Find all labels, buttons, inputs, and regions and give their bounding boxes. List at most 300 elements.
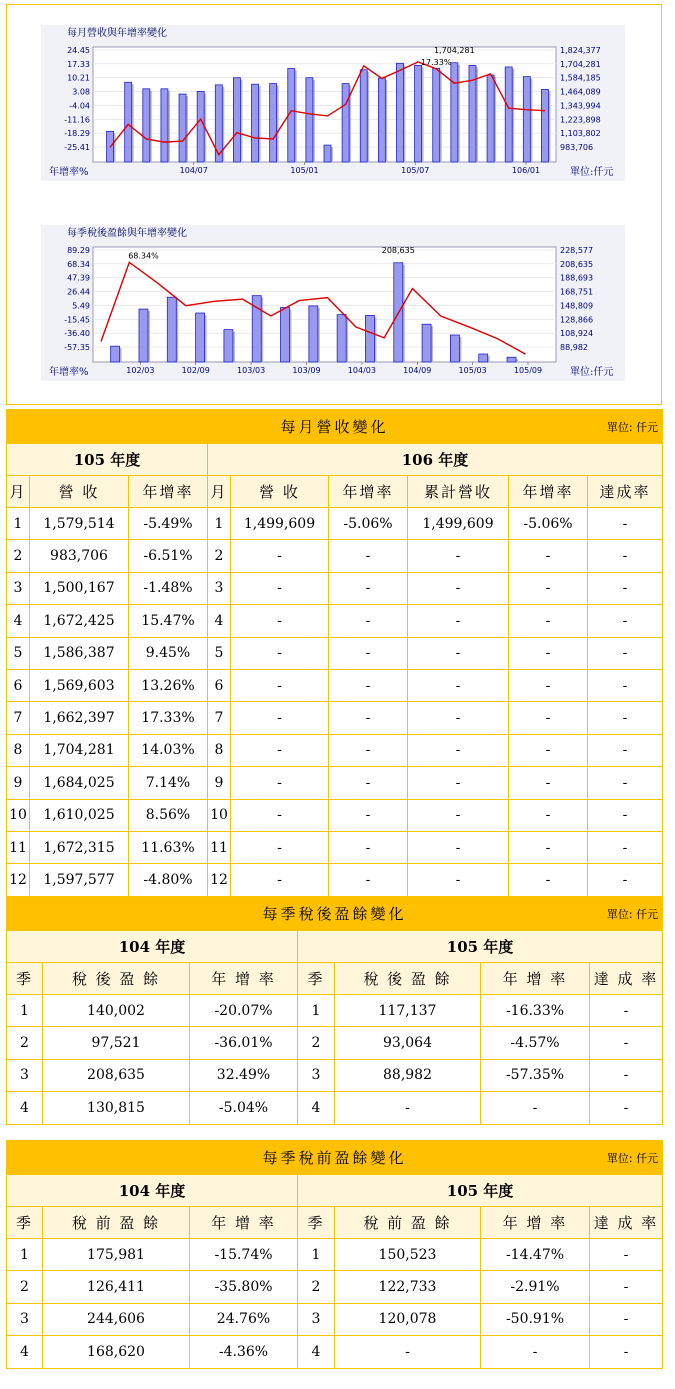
quarter-cell: 1 [7,1239,43,1271]
table-row [7,1092,663,1124]
revenue-cell: - [231,702,329,734]
month-cell: 9 [208,767,231,799]
revenue-cell: - [231,572,329,604]
yoy-cell: - [481,1336,590,1368]
column-header: 年增率 [329,476,408,508]
x-tick-label: 103/09 [292,366,321,375]
yoy-cell: - [329,605,408,637]
table-row [7,1271,663,1303]
month-cell: 6 [208,669,231,701]
right-tick-label: 1,704,281 [560,59,601,69]
left-tick-label: -15.45 [64,315,90,325]
right-tick-label: 1,223,898 [560,115,601,125]
table-row [7,540,663,572]
table-row [7,605,663,637]
bar [433,68,440,162]
left-tick-label: -4.04 [69,101,90,111]
left-tick-label: -25.41 [64,143,90,152]
cumulative-yoy-cell: - [509,864,588,896]
yoy-cell: -14.47% [481,1239,590,1271]
quarter-cell: 4 [298,1092,335,1124]
left-tick-label: -18.29 [64,129,90,139]
column-header: 月 [7,476,30,508]
month-cell: 2 [208,540,231,572]
revenue-cell: 1,662,397 [30,702,129,734]
left-tick-label: 26.44 [67,287,90,297]
pre-tax-unit: 單位: 仟元 [606,1152,659,1165]
yoy-cell: - [329,702,408,734]
yoy-cell: - [329,767,408,799]
cumulative-yoy-cell: - [509,605,588,637]
bar [270,84,277,162]
cumulative-revenue-cell: - [408,669,509,701]
right-tick-label: 983,706 [560,143,594,152]
revenue-cell: 1,672,315 [30,831,129,863]
cumulative-yoy-cell: - [509,734,588,766]
after-tax-earnings-table [6,896,663,1125]
data-label: 68.34% [128,251,159,261]
earnings-cell: 126,411 [43,1271,190,1303]
yoy-cell: -16.33% [481,995,590,1027]
earnings-cell: 93,064 [335,1027,481,1059]
right-tick-label: 1,464,089 [560,87,601,97]
yoy-cell: -20.07% [190,995,298,1027]
bar [342,84,349,162]
yoy-cell: - [481,1092,590,1124]
revenue-cell: - [231,605,329,637]
table-row [7,1059,663,1091]
yoy-cell: 13.26% [129,669,208,701]
revenue-cell: - [231,831,329,863]
revenue-cell: 1,500,167 [30,572,129,604]
bar [111,346,120,362]
revenue-table-title: 每月營收變化 [280,418,389,436]
achievement-cell: - [588,864,663,896]
column-header: 年 增 率 [481,1207,590,1239]
y-axis-label: 年增率% [49,167,89,178]
month-cell: 3 [7,572,30,604]
column-header: 稅 後 盈 餘 [43,963,190,995]
chart-title: 每月營收與年增率變化 [67,28,167,39]
table-row [7,831,663,863]
yoy-cell: - [329,831,408,863]
achievement-cell: - [590,1239,663,1271]
yoy-cell: -36.01% [190,1027,298,1059]
cumulative-yoy-cell: - [509,831,588,863]
column-header: 年 增 率 [481,963,590,995]
yoy-cell: 14.03% [129,734,208,766]
x-tick-label: 106/01 [511,166,541,175]
x-tick-label: 102/09 [181,366,210,375]
column-header: 營 收 [30,476,129,508]
pre-tax-earnings-table [6,1140,663,1369]
table-row [7,864,663,896]
achievement-cell: - [588,508,663,540]
month-cell: 10 [208,799,231,831]
revenue-unit: 單位: 仟元 [606,421,659,434]
yoy-cell: -2.91% [481,1271,590,1303]
yoy-cell: -4.57% [481,1027,590,1059]
bar [167,297,176,362]
cumulative-revenue-cell: - [408,734,509,766]
left-tick-label: 3.08 [72,87,90,97]
month-cell: 12 [208,864,231,896]
cumulative-yoy-cell: - [509,540,588,572]
after-tax-year-a: 104 年度 [7,931,298,963]
earnings-cell: - [335,1092,481,1124]
cumulative-revenue-cell: - [408,702,509,734]
table-row [7,669,663,701]
column-header: 季 [7,1207,43,1239]
bar [365,315,374,362]
table-row [7,508,663,540]
revenue-cell: - [231,637,329,669]
earnings-cell: 168,620 [43,1336,190,1368]
bar [450,335,459,362]
x-tick-label: 104/09 [403,366,432,375]
pre-tax-year-a: 104 年度 [7,1175,298,1207]
bar [507,357,516,362]
yoy-cell: - [329,669,408,701]
cumulative-revenue-cell: - [408,572,509,604]
earnings-cell: 117,137 [335,995,481,1027]
data-label: 17.33% [420,57,452,67]
quarter-cell: 4 [7,1092,43,1124]
cumulative-yoy-cell: -5.06% [509,508,588,540]
yoy-cell: 24.76% [190,1303,298,1335]
cumulative-revenue-cell: - [408,637,509,669]
yoy-cell: -5.04% [190,1092,298,1124]
table-row [7,767,663,799]
revenue-cell: 1,704,281 [30,734,129,766]
right-tick-label: 208,635 [560,259,594,269]
column-header: 累計營收 [408,476,509,508]
achievement-cell: - [590,1271,663,1303]
table-row [7,1336,663,1368]
pre-tax-title-cell [7,1141,663,1175]
yoy-cell: -5.49% [129,508,208,540]
month-cell: 8 [7,734,30,766]
bar [306,78,313,162]
after-tax-unit: 單位: 仟元 [606,908,659,921]
quarter-cell: 3 [298,1059,335,1091]
month-cell: 9 [7,767,30,799]
earnings-cell: 244,606 [43,1303,190,1335]
month-cell: 5 [7,637,30,669]
revenue-title-cell [7,410,663,444]
bar [179,94,186,162]
earnings-cell: 130,815 [43,1092,190,1124]
cumulative-revenue-cell: - [408,605,509,637]
cumulative-revenue-cell: - [408,540,509,572]
chart-svg [41,225,625,381]
left-tick-label: 68.34 [67,259,90,269]
bar [252,84,259,162]
month-cell: 5 [208,637,231,669]
left-tick-label: 17.33 [67,59,90,69]
quarter-cell: 3 [7,1303,43,1335]
cumulative-revenue-cell: - [408,799,509,831]
achievement-cell: - [588,831,663,863]
achievement-cell: - [588,702,663,734]
yoy-cell: -5.06% [329,508,408,540]
quarter-cell: 2 [298,1271,335,1303]
right-tick-label: 228,577 [560,246,594,255]
x-tick-label: 105/09 [513,366,543,375]
monthly-revenue-chart [41,25,625,181]
column-header: 年 增 率 [190,1207,298,1239]
cumulative-revenue-cell: - [408,767,509,799]
column-header: 達成率 [588,476,663,508]
bar [196,313,205,362]
revenue-cell: - [231,864,329,896]
achievement-cell: - [588,734,663,766]
table-row [7,702,663,734]
right-tick-label: 1,584,185 [560,73,601,83]
achievement-cell: - [588,605,663,637]
after-tax-year-b: 105 年度 [298,931,663,963]
chart-title: 每季稅後盈餘與年增率變化 [67,228,187,239]
revenue-cell: 983,706 [30,540,129,572]
bar [505,67,512,162]
x-tick-label: 102/03 [126,366,155,375]
yoy-cell: 17.33% [129,702,208,734]
bar [396,63,403,162]
quarter-cell: 1 [298,1239,335,1271]
bar [479,354,488,362]
month-cell: 2 [7,540,30,572]
quarterly-earnings-chart [41,225,625,381]
bar [337,315,346,362]
earnings-cell: 97,521 [43,1027,190,1059]
bar [161,89,168,162]
earnings-cell: 88,982 [335,1059,481,1091]
right-tick-label: 88,982 [560,343,588,352]
cumulative-yoy-cell: - [509,702,588,734]
quarter-cell: 2 [7,1027,43,1059]
yoy-cell: 7.14% [129,767,208,799]
cumulative-revenue-cell: 1,499,609 [408,508,509,540]
table-row [7,734,663,766]
achievement-cell: - [588,767,663,799]
column-header: 年增率 [129,476,208,508]
after-tax-title-cell [7,897,663,931]
earnings-cell: - [335,1336,481,1368]
right-tick-label: 108,924 [560,329,594,339]
yoy-cell: -6.51% [129,540,208,572]
bar [125,82,132,162]
revenue-cell: 1,499,609 [231,508,329,540]
cumulative-yoy-cell: - [509,669,588,701]
month-cell: 1 [208,508,231,540]
column-header: 稅 後 盈 餘 [335,963,481,995]
yoy-cell: -57.35% [481,1059,590,1091]
y2-axis-label: 單位:仟元 [570,367,614,378]
month-cell: 7 [208,702,231,734]
left-tick-label: -36.40 [64,329,90,339]
data-label: 1,704,281 [433,45,475,55]
column-header: 達 成 率 [590,963,663,995]
quarter-cell: 1 [7,995,43,1027]
bar [487,75,494,162]
revenue-cell: - [231,669,329,701]
column-header: 季 [7,963,43,995]
bar [415,65,422,162]
column-header: 季 [298,1207,335,1239]
table-row [7,1303,663,1335]
yoy-cell: -15.74% [190,1239,298,1271]
revenue-cell: 1,579,514 [30,508,129,540]
yoy-cell: 32.49% [190,1059,298,1091]
right-tick-label: 188,693 [560,273,594,283]
revenue-cell: 1,684,025 [30,767,129,799]
column-header: 年增率 [509,476,588,508]
y-axis-label: 年增率% [49,367,89,378]
month-cell: 4 [7,605,30,637]
month-cell: 10 [7,799,30,831]
achievement-cell: - [588,572,663,604]
achievement-cell: - [588,540,663,572]
earnings-cell: 208,635 [43,1059,190,1091]
yoy-cell: - [329,799,408,831]
cumulative-revenue-cell: - [408,864,509,896]
quarter-cell: 2 [298,1027,335,1059]
table-row [7,799,663,831]
yoy-cell: -4.36% [190,1336,298,1368]
table-row [7,637,663,669]
bar [324,145,331,162]
table-row [7,1239,663,1271]
left-tick-label: -11.16 [64,115,90,125]
column-header: 稅 前 盈 餘 [43,1207,190,1239]
bar [451,63,458,162]
achievement-cell: - [590,995,663,1027]
column-header: 月 [208,476,231,508]
yoy-cell: 11.63% [129,831,208,863]
month-cell: 11 [208,831,231,863]
revenue-cell: - [231,799,329,831]
data-label: 208,635 [381,245,415,255]
monthly-revenue-table [6,409,663,897]
bar [541,89,548,162]
achievement-cell: - [590,1027,663,1059]
achievement-cell: - [590,1303,663,1335]
achievement-cell: - [588,669,663,701]
quarter-cell: 1 [298,995,335,1027]
yoy-cell: - [329,734,408,766]
yoy-cell: - [329,637,408,669]
y2-axis-label: 單位:仟元 [570,167,614,178]
yoy-cell: 8.56% [129,799,208,831]
cumulative-yoy-cell: - [509,799,588,831]
yoy-cell: - [329,540,408,572]
bar [309,306,318,362]
month-cell: 8 [208,734,231,766]
right-tick-label: 128,866 [560,315,594,325]
month-cell: 1 [7,508,30,540]
chart-svg [41,25,625,181]
quarter-cell: 2 [7,1271,43,1303]
month-cell: 12 [7,864,30,896]
yoy-cell: 15.47% [129,605,208,637]
x-tick-label: 105/01 [290,166,319,175]
x-tick-label: 105/03 [458,366,487,375]
x-tick-label: 104/03 [347,366,376,375]
plot-area [93,247,556,362]
x-tick-label: 103/03 [237,366,266,375]
bar [378,78,385,162]
after-tax-table-title: 每季稅後盈餘變化 [262,905,407,923]
pre-tax-year-b: 105 年度 [298,1175,663,1207]
month-cell: 7 [7,702,30,734]
yoy-cell: -50.91% [481,1303,590,1335]
left-tick-label: 5.49 [72,301,90,311]
yoy-cell: - [329,572,408,604]
left-tick-label: 10.21 [67,73,90,83]
x-tick-label: 105/07 [401,166,430,175]
quarter-cell: 3 [7,1059,43,1091]
column-header: 達 成 率 [590,1207,663,1239]
revenue-year-b: 106 年度 [208,444,663,476]
yoy-cell: 9.45% [129,637,208,669]
quarter-cell: 3 [298,1303,335,1335]
left-tick-label: 47.39 [67,273,90,283]
cumulative-revenue-cell: - [408,831,509,863]
right-tick-label: 1,824,377 [560,46,601,55]
achievement-cell: - [590,1336,663,1368]
achievement-cell: - [588,637,663,669]
bar [360,70,367,162]
month-cell: 11 [7,831,30,863]
right-tick-label: 148,809 [560,301,594,311]
x-tick-label: 104/07 [179,166,208,175]
achievement-cell: - [590,1059,663,1091]
bar [422,324,431,362]
earnings-cell: 150,523 [335,1239,481,1271]
column-header: 營 收 [231,476,329,508]
bar [139,309,148,362]
earnings-cell: 140,002 [43,995,190,1027]
cumulative-yoy-cell: - [509,767,588,799]
cumulative-yoy-cell: - [509,572,588,604]
right-tick-label: 1,343,994 [560,101,601,111]
revenue-year-a: 105 年度 [7,444,208,476]
yoy-cell: -4.80% [129,864,208,896]
column-header: 稅 前 盈 餘 [335,1207,481,1239]
left-tick-label: 89.29 [67,246,90,255]
revenue-cell: - [231,767,329,799]
charts-panel [6,4,662,405]
right-tick-label: 168,751 [560,287,594,297]
table-row [7,572,663,604]
bar [281,307,290,362]
bar [224,330,233,362]
bar [523,77,530,162]
quarter-cell: 4 [7,1336,43,1368]
earnings-cell: 122,733 [335,1271,481,1303]
column-header: 季 [298,963,335,995]
earnings-cell: 175,981 [43,1239,190,1271]
revenue-cell: 1,597,577 [30,864,129,896]
revenue-cell: 1,569,603 [30,669,129,701]
left-tick-label: 24.45 [67,46,90,55]
month-cell: 6 [7,669,30,701]
revenue-cell: - [231,540,329,572]
table-row [7,1027,663,1059]
yoy-cell: - [329,864,408,896]
month-cell: 3 [208,572,231,604]
column-header: 年 增 率 [190,963,298,995]
